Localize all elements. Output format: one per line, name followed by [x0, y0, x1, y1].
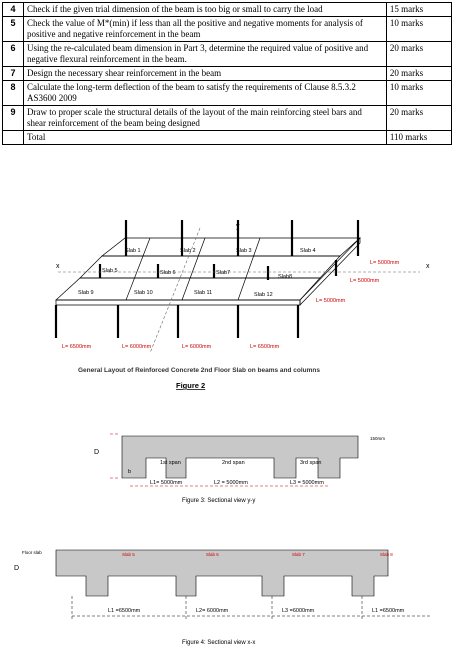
- length-label: L1 =6500mm: [372, 608, 405, 614]
- slab-beam-section: [122, 436, 358, 478]
- figure-4-section: [0, 540, 458, 666]
- task-row: [3, 67, 452, 81]
- slab-top-front: [56, 278, 320, 300]
- slab-label: Slab 6: [206, 552, 219, 557]
- slab-label: Slab 1: [125, 248, 141, 254]
- slab-top-mid: [80, 256, 340, 278]
- length-label: L3 =6000mm: [282, 608, 315, 614]
- task-marks: 20 marks: [386, 42, 451, 67]
- span-front: L= 6000mm: [182, 344, 212, 350]
- task-row: [3, 106, 452, 131]
- depth-label: D: [14, 565, 20, 572]
- slab-top-back: [102, 238, 360, 256]
- task-number: 8: [3, 81, 24, 106]
- length-label: L1= 5000mm: [150, 480, 183, 486]
- figure-2-caption: Figure 2: [176, 381, 206, 390]
- slab-label: Slab 5: [122, 552, 135, 557]
- slab-label: Slab 2: [180, 248, 196, 254]
- span-front: L= 6000mm: [122, 344, 152, 350]
- length-label: L2= 6000mm: [196, 608, 229, 614]
- length-label: L1 =6500mm: [108, 608, 141, 614]
- depth-label: D: [94, 449, 100, 456]
- slab-label: Slab 9: [78, 290, 94, 296]
- figure-3-caption: Figure 3: Sectional view y-y: [182, 498, 256, 504]
- task-number: 9: [3, 106, 24, 131]
- length-label: L3 = 5000mm: [290, 480, 324, 486]
- axis-x-label: x: [426, 263, 430, 270]
- slab-label: Slab 3: [236, 248, 252, 254]
- task-number: 6: [3, 42, 24, 67]
- total-marks: 110 marks: [386, 131, 451, 145]
- task-table: [2, 2, 452, 145]
- slab-label: Slab 8: [380, 552, 393, 557]
- task-row: [3, 81, 452, 106]
- task-marks: 10 marks: [386, 17, 451, 42]
- span-label: 2nd span: [222, 460, 245, 466]
- span-label: 3rd span: [300, 460, 322, 466]
- thickness-label: 150mm: [370, 436, 386, 441]
- slab-label: Slab 5: [102, 268, 118, 274]
- span-side: L= 5000mm: [316, 298, 346, 304]
- task-description: Calculate the long-term deflection of the beam to satisfy the requirements of Clause 8.5.3.2 AS3600 2009: [23, 81, 386, 106]
- slab-label: Slab 4: [300, 248, 316, 254]
- task-marks: 15 marks: [386, 3, 451, 17]
- task-description: Design the necessary shear reinforcement in the beam: [23, 67, 386, 81]
- task-row: [3, 42, 452, 67]
- slab-label: Slab 7: [292, 552, 305, 557]
- task-description: Check if the given trial dimension of the beam is too big or small to carry the load: [23, 3, 386, 17]
- figure-2-layout: [0, 208, 458, 413]
- task-number: 4: [3, 3, 24, 17]
- task-number: 7: [3, 67, 24, 81]
- total-row: [3, 131, 452, 145]
- span-front: L= 6500mm: [250, 344, 280, 350]
- span-front: L= 6500mm: [62, 344, 92, 350]
- figure-2-title: General Layout of Reinforced Concrete 2nd Floor Slab on beams and columns: [78, 367, 320, 374]
- slab-label: Slab 11: [194, 290, 213, 296]
- axis-y-label: y: [236, 223, 240, 230]
- figure-4-caption: Figure 4: Sectional view x-x: [182, 640, 256, 646]
- total-label: Total: [23, 131, 386, 145]
- length-label: L2 = 5000mm: [214, 480, 248, 486]
- task-description: Draw to proper scale the structural details of the layout of the main reinforcing steel bars and shear reinforcement of the beam being designed: [23, 106, 386, 131]
- task-number: 5: [3, 17, 24, 42]
- task-description: Check the value of M*(min) if less than all the positive and negative moments for analysis of positive and negative reinforcement in the beam: [23, 17, 386, 42]
- figure-3-section: [0, 428, 458, 523]
- span-side: L= 5000mm: [350, 278, 380, 284]
- width-label: b: [128, 469, 132, 475]
- task-description: Using the re-calculated beam dimension in Part 3, determine the required value of positive and negative flexural reinforcement in the beam.: [23, 42, 386, 67]
- task-row: [3, 3, 452, 17]
- axis-x-label: x: [56, 263, 60, 270]
- slab-label: Slab 12: [254, 292, 273, 298]
- span-label: 1st span: [160, 460, 181, 466]
- slab-label: Slab7: [216, 270, 231, 276]
- task-marks: 20 marks: [386, 67, 451, 81]
- task-marks: 20 marks: [386, 106, 451, 131]
- slab-label: Slab 6: [160, 270, 176, 276]
- floor-slab-label: Floor slab: [22, 550, 42, 555]
- total-blank: [3, 131, 24, 145]
- task-row: [3, 17, 452, 42]
- slab-label: Slab8: [278, 274, 293, 280]
- slab-label: Slab 10: [134, 290, 153, 296]
- task-marks: 10 marks: [386, 81, 451, 106]
- slab-beam-section-x: [56, 550, 388, 596]
- span-side: L= 5000mm: [370, 260, 400, 266]
